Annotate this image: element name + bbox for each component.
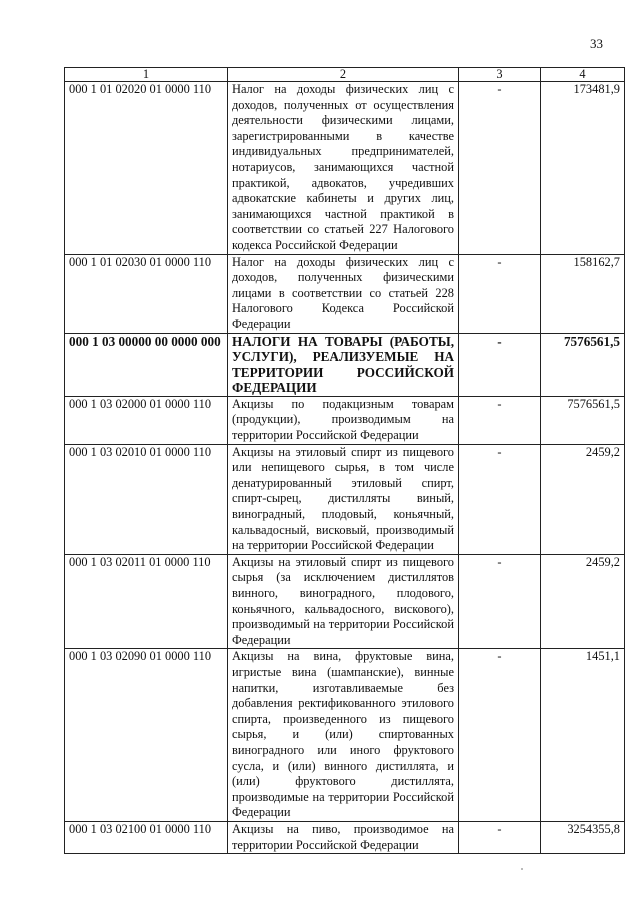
revenue-name: Акцизы по подакцизным товарам (продукции), производимым на территории Российской Федерации [228, 396, 459, 444]
budget-code: 000 1 01 02020 01 0000 110 [65, 82, 228, 255]
amount: 2459,2 [541, 444, 625, 554]
column-3-value: - [459, 554, 541, 649]
budget-code: 000 1 03 02011 01 0000 110 [65, 554, 228, 649]
column-header-4: 4 [541, 68, 625, 82]
amount: 3254355,8 [541, 821, 625, 853]
table-row [65, 649, 625, 822]
budget-code: 000 1 03 02090 01 0000 110 [65, 649, 228, 822]
revenue-table [64, 67, 625, 854]
column-3-value: - [459, 396, 541, 444]
column-3-value: - [459, 254, 541, 333]
table-row [65, 444, 625, 554]
table-row [65, 554, 625, 649]
scan-speck [521, 868, 523, 870]
table-row-section-heading [65, 333, 625, 396]
table-row [65, 396, 625, 444]
budget-code: 000 1 03 02000 01 0000 110 [65, 396, 228, 444]
page-number: 33 [590, 36, 603, 51]
budget-code: 000 1 01 02030 01 0000 110 [65, 254, 228, 333]
budget-code: 000 1 03 02010 01 0000 110 [65, 444, 228, 554]
column-3-value: - [459, 82, 541, 255]
column-header-3: 3 [459, 68, 541, 82]
amount: 173481,9 [541, 82, 625, 255]
table-row [65, 254, 625, 333]
amount: 158162,7 [541, 254, 625, 333]
amount: 7576561,5 [541, 333, 625, 396]
table-header-row [65, 68, 625, 82]
revenue-name: Акцизы на пиво, производимое на территории Российской Федерации [228, 821, 459, 853]
amount: 2459,2 [541, 554, 625, 649]
revenue-name: Налог на доходы физических лиц с доходов, полученных от осуществления деятельности физическими лицами, зарегистрированными в качестве индивидуальных предпринимателей, нотариусов, занимающихся частной практикой, адвокатов, учредивших адвокатские кабинеты и других лиц, занимающихся частной практикой в соответствии со статьей 227 Налогового кодекса Российской Федерации [228, 82, 459, 255]
revenue-name: Акцизы на этиловый спирт из пищевого сырья (за исключением дистиллятов винного, виноградного, плодового, коньячного, кальвадосного, вискового), производимый на территории Российской Федерации [228, 554, 459, 649]
amount: 1451,1 [541, 649, 625, 822]
table-row [65, 82, 625, 255]
column-3-value: - [459, 649, 541, 822]
column-3-value: - [459, 333, 541, 396]
revenue-name: НАЛОГИ НА ТОВАРЫ (РАБОТЫ, УСЛУГИ), РЕАЛИЗУЕМЫЕ НА ТЕРРИТОРИИ РОССИЙСКОЙ ФЕДЕРАЦИИ [228, 333, 459, 396]
column-3-value: - [459, 821, 541, 853]
amount: 7576561,5 [541, 396, 625, 444]
column-header-1: 1 [65, 68, 228, 82]
budget-code: 000 1 03 02100 01 0000 110 [65, 821, 228, 853]
budget-code: 000 1 03 00000 00 0000 000 [65, 333, 228, 396]
revenue-name: Налог на доходы физических лиц с доходов, полученных физическими лицами в соответствии со статьей 228 Налогового Кодекса Российской Федерации [228, 254, 459, 333]
revenue-name: Акцизы на вина, фруктовые вина, игристые вина (шампанские), винные напитки, изготавливаемые без добавления ректификованного этилового спирта, произведенного из пищевого сырья, и (или) спиртованных виноградного или иного фруктового сусла, и (или) винного дистиллята, и (или) фруктового дистиллята, производимые на территории Российской Федерации [228, 649, 459, 822]
revenue-name: Акцизы на этиловый спирт из пищевого или непищевого сырья, в том числе денатурированный этиловый спирт, спирт-сырец, дистилляты виный, виноградный, плодовый, коньячный, кальвадосный, висковый, производимый на территории Российской Федерации [228, 444, 459, 554]
table-row [65, 821, 625, 853]
column-3-value: - [459, 444, 541, 554]
column-header-2: 2 [228, 68, 459, 82]
